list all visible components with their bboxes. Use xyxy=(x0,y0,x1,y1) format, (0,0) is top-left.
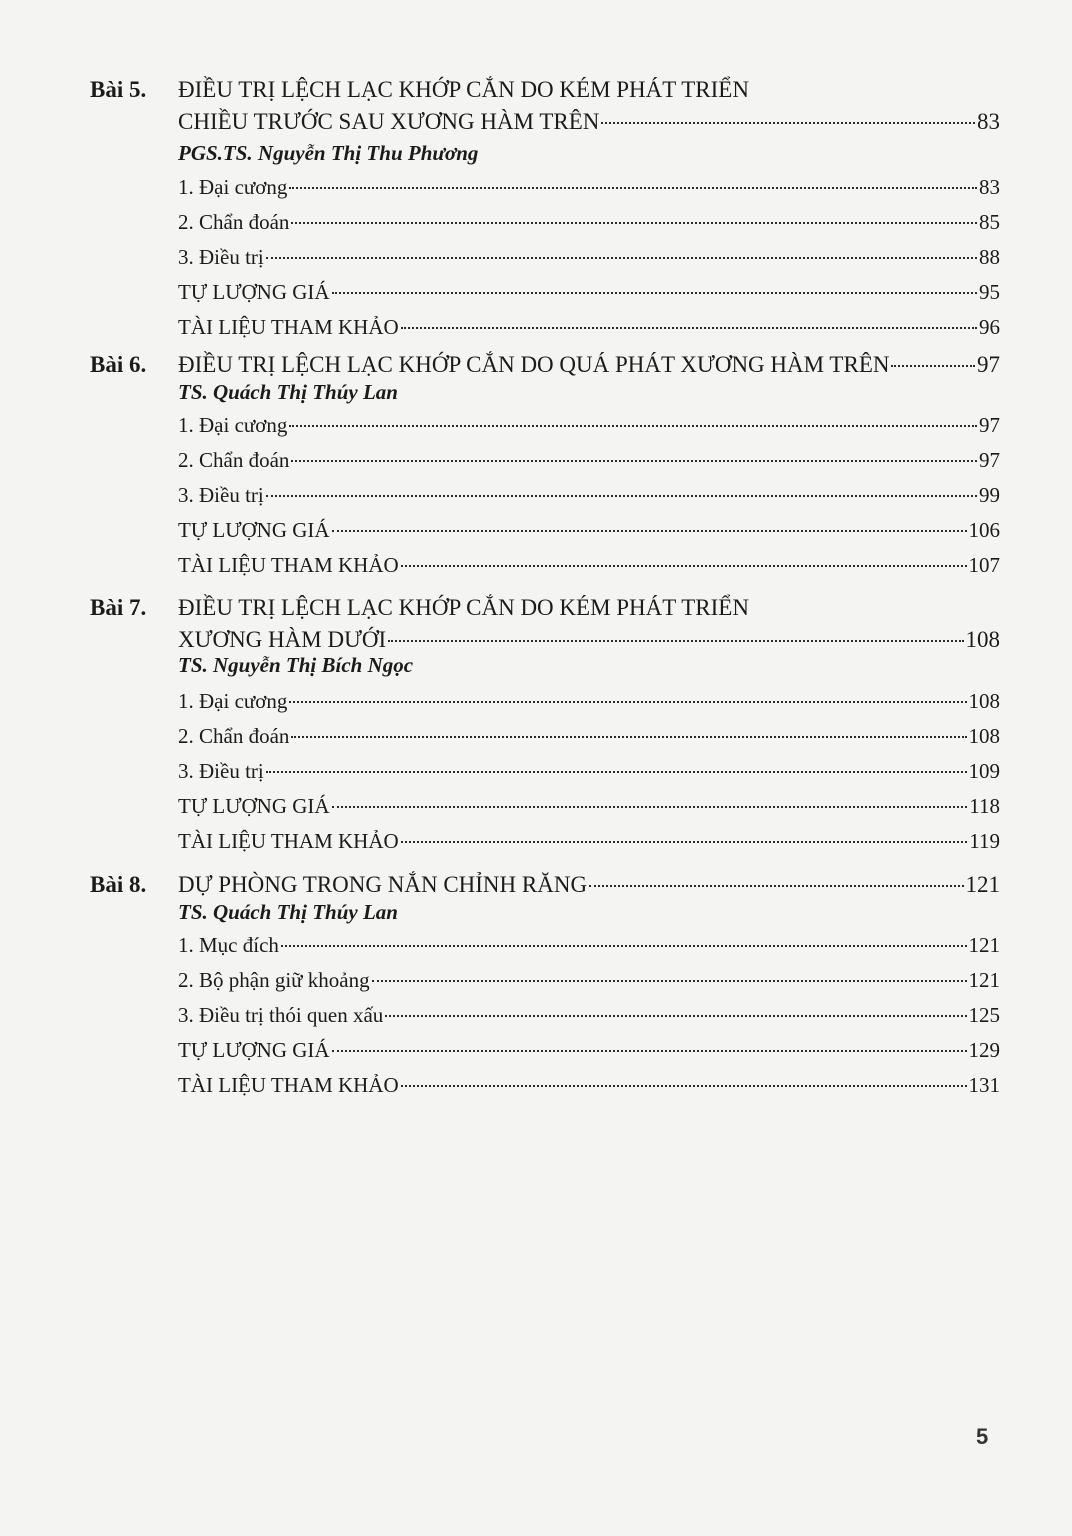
entry-title: 2. Chẩn đoán xyxy=(178,210,290,234)
dot-leader xyxy=(332,1050,967,1052)
entry-page: 96 xyxy=(979,315,1000,339)
entry-page: 99 xyxy=(979,483,1000,507)
entry-page: 121 xyxy=(968,933,1000,957)
entry-page: 83 xyxy=(979,175,1000,199)
toc-entry xyxy=(178,172,1000,202)
entry-page: 109 xyxy=(968,759,1000,783)
toc-entry xyxy=(178,756,1000,786)
dot-leader xyxy=(266,771,967,773)
dot-leader xyxy=(266,495,977,497)
entry-page: 131 xyxy=(968,1073,1000,1097)
dot-leader xyxy=(401,1085,967,1087)
toc-entry xyxy=(178,207,1000,237)
entry-page: 108 xyxy=(968,724,1000,748)
lesson-label: Bài 6. xyxy=(90,352,147,377)
lesson-title: CHIỀU TRƯỚC SAU XƯƠNG HÀM TRÊN xyxy=(178,109,600,134)
lesson-title-line xyxy=(178,350,1000,380)
dot-leader xyxy=(601,122,975,124)
toc-entry xyxy=(178,686,1000,716)
dot-leader xyxy=(891,365,975,367)
entry-title: 3. Điều trị thói quen xấu xyxy=(178,1003,384,1027)
lesson-label: Bài 7. xyxy=(90,595,147,620)
dot-leader xyxy=(372,980,967,982)
entry-title: TÀI LIỆU THAM KHẢO xyxy=(178,1073,399,1097)
entry-title: TỰ LƯỢNG GIÁ xyxy=(178,518,330,542)
entry-title: TÀI LIỆU THAM KHẢO xyxy=(178,553,399,577)
lesson-author: TS. Nguyễn Thị Bích Ngọc xyxy=(178,653,414,677)
entry-page: 118 xyxy=(969,794,1000,818)
dot-leader xyxy=(332,530,967,532)
entry-page: 88 xyxy=(979,245,1000,269)
entry-page: 107 xyxy=(968,553,1000,577)
entry-title: TÀI LIỆU THAM KHẢO xyxy=(178,829,399,853)
dot-leader xyxy=(266,257,977,259)
lesson-author: TS. Quách Thị Thúy Lan xyxy=(178,380,398,404)
dot-leader xyxy=(385,1015,966,1017)
dot-leader xyxy=(388,640,963,642)
dot-leader xyxy=(332,292,977,294)
lesson-page: 121 xyxy=(965,872,1000,897)
entry-page: 121 xyxy=(968,968,1000,992)
entry-title: 1. Đại cương xyxy=(178,175,288,199)
entry-page: 97 xyxy=(979,413,1000,437)
lesson-title-line xyxy=(178,107,1000,137)
entry-page: 108 xyxy=(968,689,1000,713)
page-number: 5 xyxy=(976,1424,989,1449)
lesson-title-line xyxy=(178,870,1000,900)
lesson-page: 108 xyxy=(965,627,1000,652)
entry-title: 1. Đại cương xyxy=(178,689,288,713)
entry-title: 2. Bộ phận giữ khoảng xyxy=(178,968,370,992)
entry-page: 125 xyxy=(968,1003,1000,1027)
lesson-author: TS. Quách Thị Thúy Lan xyxy=(178,900,398,924)
dot-leader xyxy=(289,701,966,703)
entry-title: 3. Điều trị xyxy=(178,245,264,269)
entry-title: 3. Điều trị xyxy=(178,759,264,783)
entry-page: 119 xyxy=(969,829,1000,853)
lesson-label: Bài 5. xyxy=(90,77,147,102)
dot-leader xyxy=(291,460,977,462)
toc-entry xyxy=(178,930,1000,960)
lesson-page: 97 xyxy=(977,352,1000,377)
toc-entry xyxy=(178,277,1000,307)
lesson-title: ĐIỀU TRỊ LỆCH LẠC KHỚP CẮN DO QUÁ PHÁT XƯƠNG HÀM TRÊN xyxy=(178,352,890,377)
lesson-title: ĐIỀU TRỊ LỆCH LẠC KHỚP CẮN DO KÉM PHÁT TRIỂN xyxy=(178,595,749,620)
entry-title: TỰ LƯỢNG GIÁ xyxy=(178,794,330,818)
toc-entry xyxy=(178,515,1000,545)
entry-title: TỰ LƯỢNG GIÁ xyxy=(178,1038,330,1062)
dot-leader xyxy=(291,736,966,738)
lesson-label: Bài 8. xyxy=(90,872,147,897)
entry-title: TỰ LƯỢNG GIÁ xyxy=(178,280,330,304)
entry-title: 2. Chẩn đoán xyxy=(178,724,290,748)
lesson-title: XƯƠNG HÀM DƯỚI xyxy=(178,627,387,652)
entry-title: 2. Chẩn đoán xyxy=(178,448,290,472)
toc-entry xyxy=(178,1000,1000,1030)
dot-leader xyxy=(289,187,977,189)
dot-leader xyxy=(401,327,977,329)
dot-leader xyxy=(332,806,968,808)
toc-entry xyxy=(178,1070,1000,1100)
toc-entry xyxy=(178,826,1000,856)
toc-entry xyxy=(178,965,1000,995)
dot-leader xyxy=(401,565,967,567)
toc-entry xyxy=(178,445,1000,475)
toc-entry xyxy=(178,242,1000,272)
toc-entry xyxy=(178,312,1000,342)
toc-entry xyxy=(178,791,1000,821)
toc-entry xyxy=(178,1035,1000,1065)
dot-leader xyxy=(589,885,963,887)
dot-leader xyxy=(281,945,967,947)
toc-entry xyxy=(178,721,1000,751)
lesson-page: 83 xyxy=(977,109,1000,134)
toc-entry xyxy=(178,410,1000,440)
dot-leader xyxy=(291,222,977,224)
entry-page: 129 xyxy=(968,1038,1000,1062)
dot-leader xyxy=(401,841,968,843)
lesson-title: ĐIỀU TRỊ LỆCH LẠC KHỚP CẮN DO KÉM PHÁT TRIỂN xyxy=(178,77,749,102)
entry-page: 97 xyxy=(979,448,1000,472)
entry-page: 95 xyxy=(979,280,1000,304)
lesson-author: PGS.TS. Nguyễn Thị Thu Phương xyxy=(178,141,479,165)
entry-title: 1. Mục đích xyxy=(178,933,279,957)
toc-entry xyxy=(178,480,1000,510)
dot-leader xyxy=(289,425,977,427)
lesson-title: DỰ PHÒNG TRONG NẮN CHỈNH RĂNG xyxy=(178,872,588,897)
entry-title: TÀI LIỆU THAM KHẢO xyxy=(178,315,399,339)
entry-page: 106 xyxy=(968,518,1000,542)
entry-page: 85 xyxy=(979,210,1000,234)
toc-entry xyxy=(178,550,1000,580)
entry-title: 3. Điều trị xyxy=(178,483,264,507)
entry-title: 1. Đại cương xyxy=(178,413,288,437)
